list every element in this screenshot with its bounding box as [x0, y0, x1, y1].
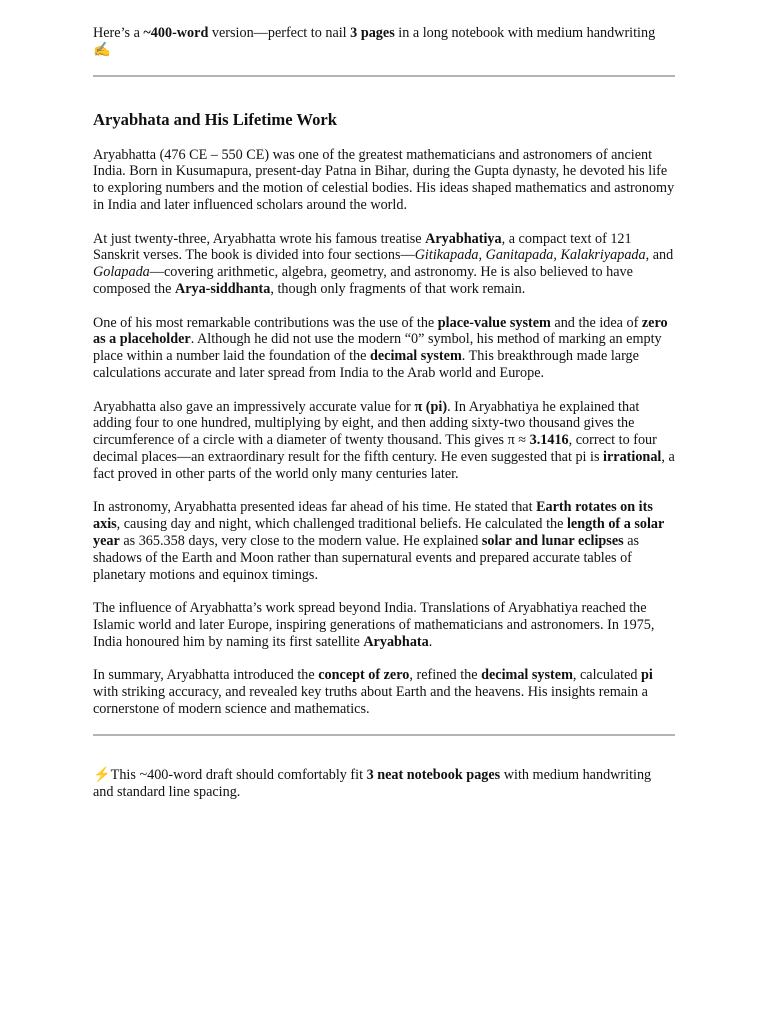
closing-note: ⚡This ~400-word draft should comfortably fit 3 neat notebook pages with medium handwriting and standard line spacing. [93, 767, 652, 801]
document-page [93, 25, 675, 801]
lightning-icon: ⚡ [93, 767, 111, 784]
paragraph-pi: Aryabhatta also gave an impressively accurate value for π (pi). In Aryabhatiya he explained that adding four to one hundred, multiplying by eight, and then adding sixty-two thousand gives the circumference of a circle with a diameter of twenty thousand. This gives π ≈ 3.1416, correct to four decimal places—an extraordinary result for the fifth century. He even suggested that pi is irrational, a fact proved in other parts of the world only many centuries later. [93, 398, 675, 482]
paragraph-astronomy: In astronomy, Aryabhatta presented ideas far ahead of his time. He stated that Earth rotates on its axis, causing day and night, which challenged traditional beliefs. He calculated the length of a solar year as 365.358 days, very close to the modern value. He explained solar and lunar eclipses as shadows of the Earth and Moon rather than supernatural events and prepared accurate tables of planetary motions and equinox timings. [93, 499, 665, 583]
divider-bottom [93, 734, 675, 736]
document-title: Aryabhata and His Lifetime Work [93, 109, 338, 129]
paragraph-intro-bio: Aryabhatta (476 CE – 550 CE) was one of the greatest mathematicians and astronomers of ancient India. Born in Kusumapura, present-day Patna in Bihar, during the Gupta dynasty, he devoted his life to exploring numbers and the motion of celestial bodies. His ideas shaped mathematics and astronomy in India and later influenced scholars around the world. [93, 146, 675, 213]
paragraph-influence: The influence of Aryabhatta’s work spread beyond India. Translations of Aryabhatiya reached the Islamic world and later Europe, inspiring generations of mathematicians and astronomers. In 1975, India honoured him by naming its first satellite Aryabhata. [93, 600, 655, 650]
writing-hand-icon: ✍️ [93, 41, 111, 58]
intro-line: Here’s a ~400-word version—perfect to nail 3 pages in a long notebook with medium handwriting ✍️ [93, 25, 656, 58]
paragraph-place-value: One of his most remarkable contributions was the use of the place-value system and the idea of zero as a placeholder. Although he did not use the modern “0” symbol, his method of marking an empty place within a number laid the foundation of the decimal system. This breakthrough made large calculations accurate and later spread from India to the Arab world and Europe. [93, 314, 668, 381]
paragraph-aryabhatiya: At just twenty-three, Aryabhatta wrote his famous treatise Aryabhatiya, a compact text of 121 Sanskrit verses. The book is divided into four sections—Gitikapada, Ganitapada, Kalakriyapada, and Golapada—covering arithmetic, algebra, geometry, and astronomy. He is also believed to have composed the Arya-siddhanta, though only fragments of that work remain. [93, 230, 674, 297]
divider-top [93, 75, 675, 77]
paragraph-summary: In summary, Aryabhatta introduced the concept of zero, refined the decimal system, calculated pi with striking accuracy, and revealed key truths about Earth and the heavens. His insights remain a cornerstone of modern science and mathematics. [93, 667, 653, 717]
